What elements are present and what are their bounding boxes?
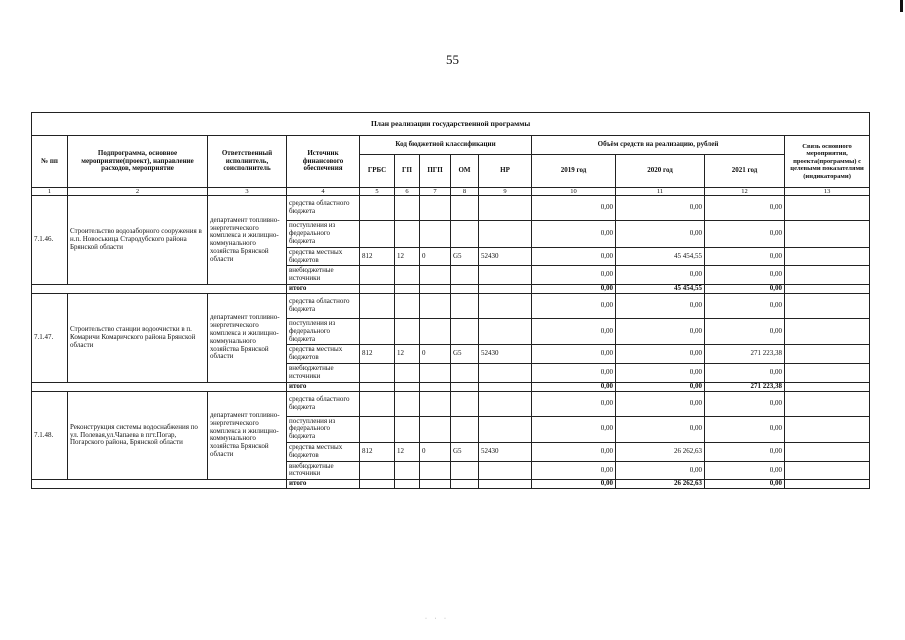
amount-cell: 0,00 [705,221,785,247]
link-cell-empty [785,345,870,364]
amount-cell: 26 262,63 [616,443,705,462]
column-number: 11 [616,188,705,196]
amount-cell: 0,00 [532,318,616,344]
code-om: G5 [451,247,479,266]
header-responsible: Ответственный исполнитель, соисполнитель [208,136,287,188]
amount-cell: 0,00 [532,345,616,364]
code-om: G5 [451,345,479,364]
header-pgp: ПГП [420,155,451,188]
code-np: 52430 [479,443,532,462]
code-gp: 12 [395,247,420,266]
header-num: № пп [32,136,68,188]
amount-cell: 0,00 [532,461,616,480]
code-gp: 12 [395,443,420,462]
column-number: 13 [785,188,870,196]
amount-cell: 0,00 [705,364,785,383]
link-cell-empty [785,318,870,344]
code-cell-empty [479,318,532,344]
table-row [32,285,870,294]
item-responsible: департамент топливно-энергетического комплекса и жилищно-коммунального хозяйства Брянской области [208,196,287,285]
amount-cell: 0,00 [532,293,616,318]
link-cell-empty [785,461,870,480]
code-cell-empty [451,196,479,221]
link-cell-empty [785,247,870,266]
code-cell-empty [395,196,420,221]
amount-cell: 45 454,55 [616,247,705,266]
link-cell-empty [785,443,870,462]
code-cell-empty [451,285,479,294]
amount-cell: 0,00 [616,318,705,344]
code-gp: 12 [395,345,420,364]
code-cell-empty [395,480,420,489]
header-2020: 2020 год [616,155,705,188]
code-cell-empty [451,416,479,442]
code-cell-empty [360,285,395,294]
code-cell-empty [395,221,420,247]
amount-cell: 0,00 [705,318,785,344]
amount-cell: 0,00 [616,345,705,364]
code-cell-empty [395,461,420,480]
amount-cell: 0,00 [616,221,705,247]
code-cell-empty [360,391,395,416]
link-cell-empty [785,364,870,383]
code-cell-empty [451,382,479,391]
amount-cell: 0,00 [616,293,705,318]
table-row [32,480,870,489]
column-number: 7 [420,188,451,196]
item-number: 7.1.47. [32,293,68,382]
code-cell-empty [360,382,395,391]
code-cell-empty [420,480,451,489]
table-row [32,196,870,221]
amount-cell: 0,00 [705,480,785,489]
header-om: ОМ [451,155,479,188]
code-cell-empty [451,318,479,344]
code-cell-empty [395,266,420,285]
program-plan-table [31,112,870,489]
code-cell-empty [360,293,395,318]
code-cell-empty [360,196,395,221]
link-cell-empty [785,416,870,442]
code-cell-empty [360,221,395,247]
amount-cell: 0,00 [616,391,705,416]
amount-cell: 0,00 [616,196,705,221]
code-cell-empty [395,285,420,294]
amount-cell: 0,00 [532,285,616,294]
amount-cell: 0,00 [532,247,616,266]
code-cell-empty [420,461,451,480]
code-cell-empty [395,364,420,383]
amount-cell: 0,00 [705,443,785,462]
amount-cell: 0,00 [532,443,616,462]
source-label: средства областного бюджета [287,293,360,318]
code-cell-empty [451,266,479,285]
table-row [32,382,870,391]
amount-cell: 0,00 [705,196,785,221]
code-om: G5 [451,443,479,462]
code-cell-empty [420,293,451,318]
code-cell-empty [395,416,420,442]
code-cell-empty [360,364,395,383]
item-name: Реконструкция системы водоснабжения по ул. Полевая,ул.Чапаева в пгт.Погар, Погарского района, Брянской области [68,391,208,480]
code-cell-empty [395,293,420,318]
amount-cell: 0,00 [705,416,785,442]
column-number: 12 [705,188,785,196]
table-row [32,293,870,318]
code-cell-empty [360,480,395,489]
column-number: 4 [287,188,360,196]
code-cell-empty [360,318,395,344]
page-number: 55 [446,52,459,67]
header-2019: 2019 год [532,155,616,188]
source-label: средства местных бюджетов [287,443,360,462]
total-spacer-cell [32,382,287,391]
amount-cell: 0,00 [705,391,785,416]
code-cell-empty [395,391,420,416]
code-cell-empty [479,293,532,318]
amount-cell: 0,00 [616,266,705,285]
code-cell-empty [479,461,532,480]
code-cell-empty [451,221,479,247]
source-label: итого [287,285,360,294]
column-number: 9 [479,188,532,196]
header-source: Источник финансового обеспечения [287,136,360,188]
table-title: План реализации государственной программы [32,113,870,136]
code-cell-empty [479,285,532,294]
code-np: 52430 [479,247,532,266]
code-pgp: 0 [420,247,451,266]
header-grbs: ГРБС [360,155,395,188]
header-np: НР [479,155,532,188]
total-spacer-cell [32,480,287,489]
amount-cell: 0,00 [616,461,705,480]
link-cell-empty [785,285,870,294]
code-cell-empty [360,416,395,442]
code-cell-empty [420,416,451,442]
code-grbs: 812 [360,247,395,266]
amount-cell: 0,00 [616,382,705,391]
amount-cell: 0,00 [532,480,616,489]
amount-cell: 0,00 [705,461,785,480]
item-responsible: департамент топливно-энергетического комплекса и жилищно-коммунального хозяйства Брянской области [208,293,287,382]
item-name: Строительство водозаборного сооружения в н.п. Новоськица Стародубского района Брянской области [68,196,208,285]
column-number: 10 [532,188,616,196]
code-np: 52430 [479,345,532,364]
source-label: итого [287,382,360,391]
source-label: внебюджетные источники [287,461,360,480]
amount-cell: 0,00 [532,266,616,285]
source-label: средства областного бюджета [287,391,360,416]
code-cell-empty [479,480,532,489]
code-cell-empty [451,293,479,318]
code-cell-empty [479,221,532,247]
table-row [32,391,870,416]
link-cell-empty [785,480,870,489]
amount-cell: 26 262,63 [616,480,705,489]
link-cell-empty [785,221,870,247]
amount-cell: 0,00 [616,416,705,442]
amount-cell: 0,00 [532,391,616,416]
source-label: итого [287,480,360,489]
source-label: поступления из федерального бюджета [287,416,360,442]
code-pgp: 0 [420,443,451,462]
code-cell-empty [420,382,451,391]
source-label: средства местных бюджетов [287,247,360,266]
source-label: средства местных бюджетов [287,345,360,364]
item-responsible: департамент топливно-энергетического комплекса и жилищно-коммунального хозяйства Брянской области [208,391,287,480]
scan-edge-mark [900,0,903,12]
code-cell-empty [420,364,451,383]
item-number: 7.1.48. [32,391,68,480]
amount-cell: 0,00 [705,247,785,266]
item-number: 7.1.46. [32,196,68,285]
amount-cell: 0,00 [532,221,616,247]
header-volume: Объём средств на реализацию, рублей [532,136,785,155]
header-budget-code: Код бюджетной классификации [360,136,532,155]
amount-cell: 271 223,38 [705,345,785,364]
code-cell-empty [420,196,451,221]
code-grbs: 812 [360,345,395,364]
code-cell-empty [479,266,532,285]
code-cell-empty [420,221,451,247]
amount-cell: 0,00 [532,196,616,221]
code-cell-empty [395,318,420,344]
total-spacer-cell [32,285,287,294]
code-cell-empty [479,364,532,383]
code-cell-empty [360,266,395,285]
code-cell-empty [479,416,532,442]
amount-cell: 0,00 [532,416,616,442]
amount-cell: 0,00 [532,382,616,391]
link-cell-empty [785,382,870,391]
amount-cell: 0,00 [532,364,616,383]
code-cell-empty [451,480,479,489]
amount-cell: 0,00 [705,266,785,285]
column-number: 5 [360,188,395,196]
item-name: Строительство станции водоочистки в п. Комаричи Комаричского района Брянской области [68,293,208,382]
code-cell-empty [451,461,479,480]
amount-cell: 0,00 [616,364,705,383]
column-number: 6 [395,188,420,196]
amount-cell: 45 454,55 [616,285,705,294]
code-grbs: 812 [360,443,395,462]
code-cell-empty [420,285,451,294]
source-label: внебюджетные источники [287,266,360,285]
code-cell-empty [479,391,532,416]
code-cell-empty [479,196,532,221]
source-label: поступления из федерального бюджета [287,221,360,247]
column-number: 1 [32,188,68,196]
header-gp: ГП [395,155,420,188]
amount-cell: 271 223,38 [705,382,785,391]
code-cell-empty [395,382,420,391]
header-2021: 2021 год [705,155,785,188]
header-link: Связь основного мероприятия, проекта(программы) с целевыми показателями (индикаторами) [785,136,870,188]
code-cell-empty [451,391,479,416]
amount-cell: 0,00 [705,285,785,294]
source-label: средства областного бюджета [287,196,360,221]
scan-noise: · · · [425,616,449,622]
column-number: 2 [68,188,208,196]
code-cell-empty [451,364,479,383]
link-cell-empty [785,293,870,318]
code-pgp: 0 [420,345,451,364]
link-cell-empty [785,266,870,285]
source-label: поступления из федерального бюджета [287,318,360,344]
code-cell-empty [360,461,395,480]
source-label: внебюджетные источники [287,364,360,383]
code-cell-empty [420,391,451,416]
code-cell-empty [479,382,532,391]
link-cell-empty [785,391,870,416]
amount-cell: 0,00 [705,293,785,318]
code-cell-empty [420,266,451,285]
column-number: 3 [208,188,287,196]
code-cell-empty [420,318,451,344]
column-number: 8 [451,188,479,196]
header-subprogram: Подпрограмма, основное мероприятие(проект), направление расходов, мероприятие [68,136,208,188]
link-cell-empty [785,196,870,221]
